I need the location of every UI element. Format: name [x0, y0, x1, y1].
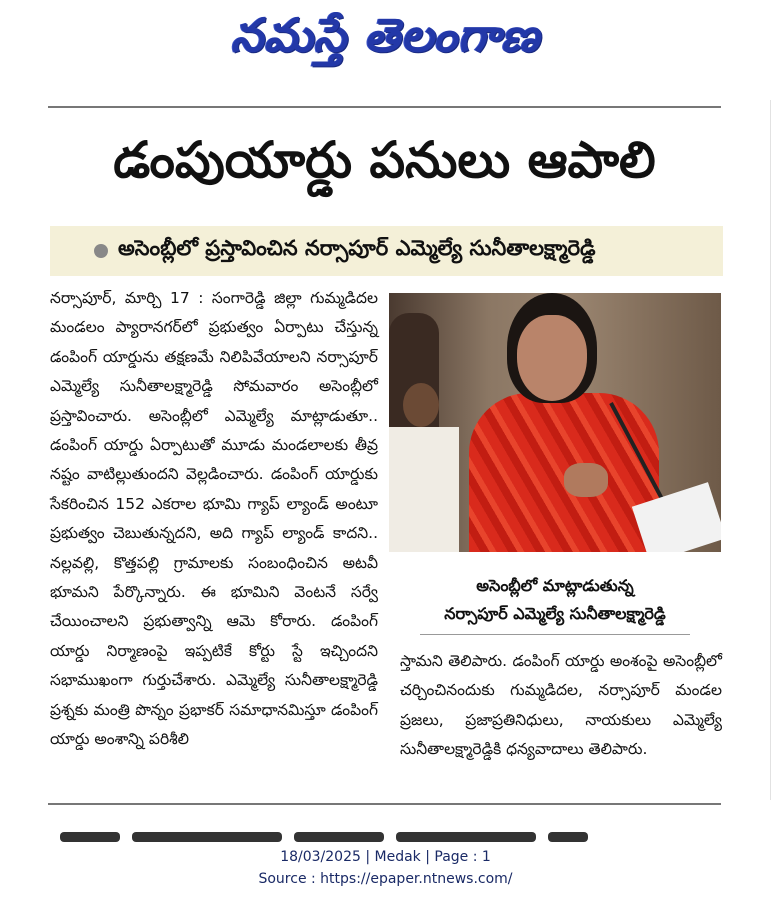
footer-edition-line: 18/03/2025 | Medak | Page : 1	[280, 849, 491, 865]
bullet-icon	[94, 244, 108, 258]
body-right-text: స్తామని తెలిపారు. డంపింగ్ యార్డు అంశంపై అసెంబ్లీలో చర్చించినందుకు గుమ్మడిదల, నర్సాపూర్ మండల ప్రజలు, ప్రజాప్రతినిధులు, నాయకులు ఎమ్మెల్యే సునీతాలక్ష్మారెడ్డికి ధన్యవాదాలు తెలిపారు.	[400, 652, 722, 759]
photo-caption-line2: నర్సాపూర్ ఎమ్మెల్యే సునీతాలక్ష్మారెడ్డి	[444, 604, 666, 623]
article-body-left	[50, 284, 378, 755]
article-body-right	[400, 647, 722, 765]
article-photo	[389, 293, 721, 552]
body-left-text: నర్సాపూర్, మార్చి 17 : సంగారెడ్డి జిల్లా గుమ్మడిదల మండలం ప్యారానగర్‌లో ప్రభుత్వం ఏర్పాటు చేస్తున్న డంపింగ్ యార్డును తక్షణమే నిలిపివేయాలని నర్సాపూర్ ఎమ్మెల్యే సునీతాలక్ష్మారెడ్డి సోమవారం అసెంబ్లీలో ప్రస్తావించారు. అసెంబ్లీలో ఎమ్మెల్యే మాట్లాడుతూ.. డంపింగ్ యార్డు ఏర్పాటుతో మూడు మండలాలకు తీవ్ర నష్టం వాటిల్లుతుందని వెల్లడించారు. డంపింగ్ యార్డుకు సేకరించిన 152 ఎకరాల భూమి గ్యాప్ ల్యాండ్ అంటూ ప్రభుత్వం చెబుతున్నదని, అది గ్యాప్ ల్యాండ్ కాదని.. నల్లవల్లి, కొత్తపల్లి గ్రామాలకు సంబంధించిన అటవీ భూమని పేర్కొన్నారు. ఈ భూమిని వెంటనే సర్వే చేయించాలని ప్రభుత్వాన్ని ఆమె కోరారు. డంపింగ్ యార్డు నిర్మాణంపై ఇప్పటికే కోర్టు స్టే ఇచ్చిందని సభాముఖంగా గుర్తుచేశారు. ఎమ్మెల్యే సునీతాలక్ష్మారెడ్డి ప్రశ్నకు మంత్రి పొన్నం ప్రభాకర్ సమాధానమిస్తూ డంపింగ్ యార్డు అంశాన్ని పరిశీలి	[50, 289, 378, 749]
article-headline: డంపుయార్డు పనులు ఆపాలి	[113, 131, 656, 189]
masthead	[0, 8, 771, 80]
footer-source-line: Source : https://epaper.ntnews.com/	[258, 871, 513, 887]
subheadline-box	[50, 226, 723, 276]
top-rule	[48, 106, 721, 108]
caption-rule	[420, 634, 690, 635]
next-article-cropped	[60, 826, 700, 842]
masthead-title: నమస్తే తెలంగాణ	[230, 8, 541, 62]
page-footer	[0, 846, 771, 890]
subheadline-text: అసెంబ్లీలో ప్రస్తావించిన నర్సాపూర్ ఎమ్మెల్యే సునీతాలక్ష్మారెడ్డి	[118, 236, 596, 260]
photo-caption	[389, 572, 721, 628]
photo-person-middle	[389, 383, 459, 552]
bottom-rule	[48, 803, 721, 805]
photo-caption-line1: అసెంబ్లీలో మాట్లాడుతున్న	[476, 576, 634, 595]
